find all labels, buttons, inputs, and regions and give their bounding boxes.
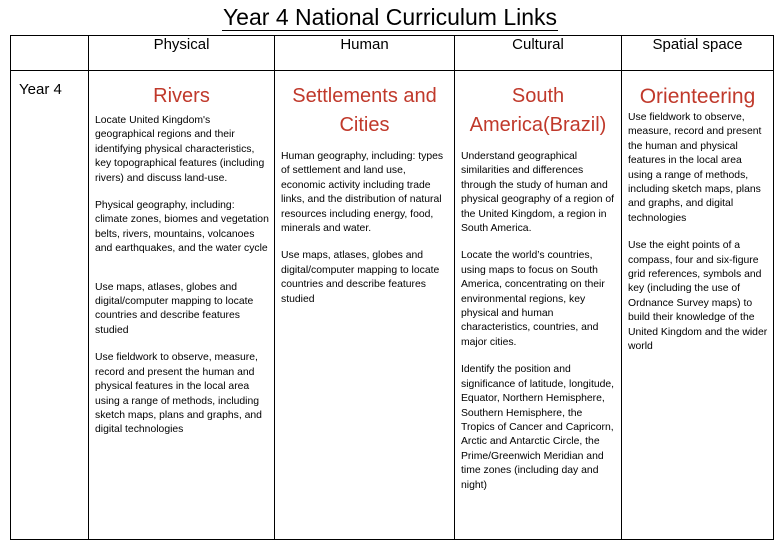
human-para-2: Use maps, atlases, globes and digital/computer mapping to locate countries and describe features studied (281, 250, 440, 305)
human-cell (275, 71, 455, 540)
header-human: Human (275, 36, 455, 71)
header-empty-cell (11, 36, 89, 71)
physical-para-3: Use maps, atlases, globes and digital/computer mapping to locate countries and describe features studied (95, 281, 254, 336)
curriculum-table (10, 35, 774, 540)
header-cultural: Cultural (455, 36, 622, 71)
spatial-topic: Orienteering (639, 85, 756, 108)
physical-para-4: Use fieldwork to observe, measure, record and present the human and physical features in the local area using a range of methods, including sketch maps, plans and graphs, and digital technologies (95, 352, 262, 436)
cultural-para-1: Understand geographical similarities and differences through the study of human and physical geography of a region of the United Kingdom, a region in South America. (461, 151, 615, 235)
cultural-topic: South America(Brazil) (469, 85, 607, 136)
human-para-1: Human geography, including: types of settlement and land use, economic activity including trade links, and the distribution of natural resources including energy, food, minerals and water. (281, 151, 444, 235)
spatial-cell (622, 71, 774, 540)
physical-para-2: Physical geography, including: climate zones, biomes and vegetation belts, rivers, mountains, volcanoes and earthquakes, and the water cycle (95, 200, 269, 255)
cultural-para-2: Locate the world’s countries, using maps to focus on South America, concentrating on their environmental regions, key physical and human characteristics, countries, and major cities. (461, 250, 605, 348)
spatial-para-1: Use fieldwork to observe, measure, record and present the human and physical features in the local area using a range of methods, including sketch maps, plans and graphs, and digital technologies (628, 112, 762, 224)
header-spatial: Spatial space (622, 36, 774, 71)
human-topic: Settlements and Cities (292, 85, 437, 136)
year4-row (11, 71, 774, 540)
spatial-para-2: Use the eight points of a compass, four and six-figure grid references, symbols and key (including the use of Ordnance Survey maps) to build their knowledge of the United Kingdom and the wider world (628, 240, 768, 353)
header-row (11, 36, 774, 71)
header-physical: Physical (89, 36, 275, 71)
physical-topic: Rivers (153, 85, 210, 107)
cultural-cell (455, 71, 622, 540)
row-label: Year 4 (11, 71, 89, 540)
physical-cell (89, 71, 275, 540)
page-title: Year 4 National Curriculum Links (222, 4, 558, 30)
physical-para-1: Locate United Kingdom's geographical regions and their identifying physical characteristics, key topographical features (including rivers) and discuss land-use. (95, 115, 265, 184)
cultural-para-3: Identify the position and significance of latitude, longitude, Equator, Northern Hemisphere, Southern Hemisphere, the Tropics of Cancer and Capricorn, Arctic and Antarctic Circle, the Prime/Greenwich Meridian and time zones (including day and night) (461, 364, 615, 491)
